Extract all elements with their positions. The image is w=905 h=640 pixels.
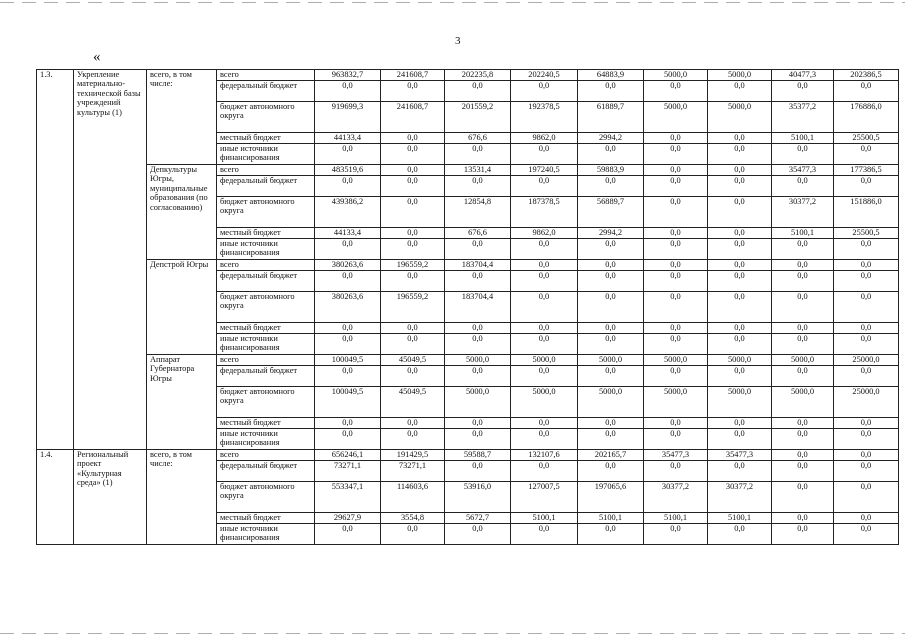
amount-cell: 35477,3: [708, 450, 772, 461]
amount-cell: 0,0: [644, 81, 708, 102]
amount-cell: 0,0: [381, 228, 445, 239]
amount-cell: 25500,5: [834, 133, 899, 144]
amount-cell: 0,0: [834, 418, 899, 429]
amount-cell: 0,0: [381, 418, 445, 429]
amount-cell: 0,0: [644, 133, 708, 144]
amount-cell: 176886,0: [834, 102, 899, 133]
amount-cell: 0,0: [445, 524, 511, 545]
amount-cell: 0,0: [445, 366, 511, 387]
amount-cell: 0,0: [708, 366, 772, 387]
table-body: [37, 70, 899, 545]
amount-cell: 0,0: [772, 144, 834, 165]
amount-cell: 0,0: [578, 334, 644, 355]
amount-cell: 0,0: [511, 418, 578, 429]
section-number: 1.3.: [37, 70, 74, 450]
executor-name: Депстрой Югры: [147, 260, 217, 355]
amount-cell: 0,0: [381, 144, 445, 165]
funding-source: местный бюджет: [217, 133, 315, 144]
amount-cell: 0,0: [445, 239, 511, 260]
amount-cell: 5000,0: [644, 102, 708, 133]
amount-cell: 0,0: [644, 323, 708, 334]
amount-cell: 9862,0: [511, 228, 578, 239]
amount-cell: 0,0: [644, 271, 708, 292]
amount-cell: 59883,9: [578, 165, 644, 176]
amount-cell: 5100,1: [772, 133, 834, 144]
amount-cell: 0,0: [708, 323, 772, 334]
amount-cell: 0,0: [708, 176, 772, 197]
amount-cell: 151886,0: [834, 197, 899, 228]
amount-cell: 0,0: [578, 271, 644, 292]
section-name: Региональный проект «Культурная среда» (1): [74, 450, 147, 545]
amount-cell: 0,0: [772, 366, 834, 387]
amount-cell: 0,0: [834, 366, 899, 387]
scan-edge-bottom: [0, 633, 905, 634]
amount-cell: 0,0: [445, 429, 511, 450]
amount-cell: 439386,2: [315, 197, 381, 228]
amount-cell: 0,0: [315, 429, 381, 450]
amount-cell: 0,0: [315, 334, 381, 355]
amount-cell: 73271,1: [381, 461, 445, 482]
amount-cell: 0,0: [644, 197, 708, 228]
amount-cell: 0,0: [772, 524, 834, 545]
amount-cell: 0,0: [578, 239, 644, 260]
funding-source: иные источники финансирования: [217, 144, 315, 165]
amount-cell: 35377,2: [772, 102, 834, 133]
amount-cell: 241608,7: [381, 102, 445, 133]
amount-cell: 0,0: [511, 292, 578, 323]
amount-cell: 0,0: [445, 271, 511, 292]
amount-cell: 196559,2: [381, 260, 445, 271]
amount-cell: 202165,7: [578, 450, 644, 461]
amount-cell: 0,0: [644, 228, 708, 239]
amount-cell: 0,0: [708, 81, 772, 102]
amount-cell: 100049,5: [315, 387, 381, 418]
amount-cell: 45049,5: [381, 355, 445, 366]
funding-source: иные источники финансирования: [217, 429, 315, 450]
amount-cell: 44133,4: [315, 133, 381, 144]
amount-cell: 127007,5: [511, 482, 578, 513]
amount-cell: 0,0: [445, 334, 511, 355]
amount-cell: 0,0: [578, 461, 644, 482]
amount-cell: 0,0: [708, 165, 772, 176]
amount-cell: 0,0: [578, 81, 644, 102]
amount-cell: 241608,7: [381, 70, 445, 81]
amount-cell: 30377,2: [772, 197, 834, 228]
amount-cell: 0,0: [511, 366, 578, 387]
amount-cell: 0,0: [315, 81, 381, 102]
amount-cell: 0,0: [578, 366, 644, 387]
amount-cell: 0,0: [381, 81, 445, 102]
table-row: [37, 355, 899, 366]
amount-cell: 0,0: [578, 323, 644, 334]
amount-cell: 0,0: [708, 429, 772, 450]
amount-cell: 0,0: [834, 239, 899, 260]
funding-source: федеральный бюджет: [217, 81, 315, 102]
amount-cell: 177386,5: [834, 165, 899, 176]
amount-cell: 963832,7: [315, 70, 381, 81]
amount-cell: 0,0: [578, 144, 644, 165]
amount-cell: 0,0: [644, 165, 708, 176]
amount-cell: 0,0: [708, 524, 772, 545]
funding-source: федеральный бюджет: [217, 271, 315, 292]
amount-cell: 0,0: [834, 81, 899, 102]
amount-cell: 0,0: [834, 260, 899, 271]
amount-cell: 0,0: [772, 418, 834, 429]
amount-cell: 30377,2: [644, 482, 708, 513]
amount-cell: 100049,5: [315, 355, 381, 366]
amount-cell: 5000,0: [578, 387, 644, 418]
amount-cell: 5000,0: [511, 387, 578, 418]
amount-cell: 5000,0: [708, 70, 772, 81]
amount-cell: 30377,2: [708, 482, 772, 513]
amount-cell: 0,0: [644, 334, 708, 355]
amount-cell: 0,0: [834, 461, 899, 482]
amount-cell: 5000,0: [445, 355, 511, 366]
amount-cell: 45049,5: [381, 387, 445, 418]
amount-cell: 5000,0: [511, 355, 578, 366]
amount-cell: 5000,0: [708, 102, 772, 133]
executor-name: Аппарат Губернатора Югры: [147, 355, 217, 450]
amount-cell: 553347,1: [315, 482, 381, 513]
amount-cell: 0,0: [445, 144, 511, 165]
amount-cell: 0,0: [644, 260, 708, 271]
amount-cell: 202235,8: [445, 70, 511, 81]
amount-cell: 0,0: [708, 239, 772, 260]
table-row: [37, 70, 899, 81]
amount-cell: 0,0: [834, 482, 899, 513]
amount-cell: 0,0: [315, 239, 381, 260]
amount-cell: 0,0: [772, 450, 834, 461]
amount-cell: 5100,1: [772, 228, 834, 239]
amount-cell: 5000,0: [644, 70, 708, 81]
amount-cell: 3554,8: [381, 513, 445, 524]
funding-source: бюджет автономного округа: [217, 197, 315, 228]
amount-cell: 187378,5: [511, 197, 578, 228]
amount-cell: 201559,2: [445, 102, 511, 133]
amount-cell: 656246,1: [315, 450, 381, 461]
amount-cell: 25500,5: [834, 228, 899, 239]
funding-source: федеральный бюджет: [217, 461, 315, 482]
amount-cell: 676,6: [445, 133, 511, 144]
amount-cell: 0,0: [834, 513, 899, 524]
funding-source: бюджет автономного округа: [217, 102, 315, 133]
funding-source: всего: [217, 260, 315, 271]
amount-cell: 0,0: [708, 197, 772, 228]
amount-cell: 0,0: [511, 461, 578, 482]
amount-cell: 0,0: [708, 418, 772, 429]
amount-cell: 0,0: [772, 482, 834, 513]
amount-cell: 183704,4: [445, 292, 511, 323]
amount-cell: 0,0: [772, 513, 834, 524]
amount-cell: 0,0: [315, 418, 381, 429]
funding-source: всего: [217, 450, 315, 461]
funding-source: местный бюджет: [217, 418, 315, 429]
executor-name: всего, в том числе:: [147, 450, 217, 545]
amount-cell: 0,0: [772, 334, 834, 355]
amount-cell: 0,0: [708, 260, 772, 271]
section-number: 1.4.: [37, 450, 74, 545]
amount-cell: 0,0: [578, 418, 644, 429]
amount-cell: 0,0: [511, 524, 578, 545]
amount-cell: 0,0: [644, 524, 708, 545]
opening-quote-mark: «: [93, 49, 101, 65]
amount-cell: 0,0: [772, 323, 834, 334]
page-number: 3: [455, 35, 461, 47]
funding-source: федеральный бюджет: [217, 176, 315, 197]
scan-edge-top: [0, 2, 905, 3]
amount-cell: 0,0: [578, 429, 644, 450]
amount-cell: 183704,4: [445, 260, 511, 271]
amount-cell: 0,0: [511, 144, 578, 165]
amount-cell: 197065,6: [578, 482, 644, 513]
amount-cell: 0,0: [381, 323, 445, 334]
amount-cell: 0,0: [644, 292, 708, 323]
amount-cell: 0,0: [381, 165, 445, 176]
amount-cell: 53916,0: [445, 482, 511, 513]
funding-source: всего: [217, 165, 315, 176]
amount-cell: 114603,6: [381, 482, 445, 513]
amount-cell: 0,0: [772, 176, 834, 197]
amount-cell: 483519,6: [315, 165, 381, 176]
amount-cell: 0,0: [578, 260, 644, 271]
amount-cell: 0,0: [708, 461, 772, 482]
amount-cell: 0,0: [381, 524, 445, 545]
amount-cell: 5000,0: [708, 355, 772, 366]
amount-cell: 0,0: [445, 176, 511, 197]
amount-cell: 0,0: [445, 81, 511, 102]
amount-cell: 64883,9: [578, 70, 644, 81]
amount-cell: 0,0: [578, 292, 644, 323]
amount-cell: 0,0: [772, 239, 834, 260]
amount-cell: 0,0: [644, 144, 708, 165]
amount-cell: 29627,9: [315, 513, 381, 524]
amount-cell: 61889,7: [578, 102, 644, 133]
amount-cell: 0,0: [445, 323, 511, 334]
amount-cell: 919699,3: [315, 102, 381, 133]
amount-cell: 5100,1: [578, 513, 644, 524]
amount-cell: 0,0: [381, 133, 445, 144]
amount-cell: 0,0: [834, 271, 899, 292]
amount-cell: 380263,6: [315, 292, 381, 323]
amount-cell: 0,0: [511, 334, 578, 355]
amount-cell: 0,0: [708, 133, 772, 144]
amount-cell: 0,0: [381, 239, 445, 260]
amount-cell: 191429,5: [381, 450, 445, 461]
amount-cell: 44133,4: [315, 228, 381, 239]
amount-cell: 0,0: [834, 429, 899, 450]
amount-cell: 192378,5: [511, 102, 578, 133]
amount-cell: 0,0: [511, 260, 578, 271]
amount-cell: 0,0: [381, 197, 445, 228]
amount-cell: 0,0: [708, 144, 772, 165]
amount-cell: 0,0: [644, 239, 708, 260]
amount-cell: 0,0: [772, 271, 834, 292]
amount-cell: 59588,7: [445, 450, 511, 461]
amount-cell: 0,0: [511, 323, 578, 334]
financing-table: [36, 69, 899, 545]
amount-cell: 202240,5: [511, 70, 578, 81]
amount-cell: 0,0: [708, 271, 772, 292]
amount-cell: 5000,0: [445, 387, 511, 418]
amount-cell: 0,0: [834, 334, 899, 355]
amount-cell: 0,0: [381, 429, 445, 450]
amount-cell: 0,0: [511, 176, 578, 197]
amount-cell: 35477,3: [772, 165, 834, 176]
amount-cell: 0,0: [315, 323, 381, 334]
amount-cell: 0,0: [644, 429, 708, 450]
amount-cell: 25000,0: [834, 355, 899, 366]
executor-name: Депкультуры Югры, муниципальные образования (по согласованию): [147, 165, 217, 260]
amount-cell: 0,0: [772, 429, 834, 450]
amount-cell: 5672,7: [445, 513, 511, 524]
funding-source: бюджет автономного округа: [217, 482, 315, 513]
amount-cell: 0,0: [315, 176, 381, 197]
amount-cell: 5000,0: [708, 387, 772, 418]
funding-source: иные источники финансирования: [217, 334, 315, 355]
amount-cell: 0,0: [315, 144, 381, 165]
amount-cell: 13531,4: [445, 165, 511, 176]
table-row: [37, 450, 899, 461]
amount-cell: 0,0: [772, 461, 834, 482]
amount-cell: 0,0: [578, 176, 644, 197]
amount-cell: 0,0: [834, 450, 899, 461]
amount-cell: 676,6: [445, 228, 511, 239]
amount-cell: 35477,3: [644, 450, 708, 461]
amount-cell: 0,0: [511, 271, 578, 292]
amount-cell: 0,0: [644, 461, 708, 482]
amount-cell: 0,0: [445, 418, 511, 429]
executor-name: всего, в том числе:: [147, 70, 217, 165]
funding-source: иные источники финансирования: [217, 239, 315, 260]
funding-source: местный бюджет: [217, 228, 315, 239]
amount-cell: 5000,0: [578, 355, 644, 366]
amount-cell: 0,0: [315, 366, 381, 387]
funding-source: иные источники финансирования: [217, 524, 315, 545]
section-name: Укрепление материально-технической базы учреждений культуры (1): [74, 70, 147, 450]
amount-cell: 5000,0: [772, 387, 834, 418]
amount-cell: 5100,1: [511, 513, 578, 524]
amount-cell: 0,0: [445, 461, 511, 482]
amount-cell: 0,0: [381, 366, 445, 387]
funding-source: местный бюджет: [217, 323, 315, 334]
amount-cell: 2994,2: [578, 228, 644, 239]
amount-cell: 0,0: [834, 176, 899, 197]
funding-source: бюджет автономного округа: [217, 292, 315, 323]
table-row: [37, 165, 899, 176]
amount-cell: 0,0: [708, 334, 772, 355]
amount-cell: 5000,0: [644, 355, 708, 366]
funding-source: всего: [217, 70, 315, 81]
amount-cell: 380263,6: [315, 260, 381, 271]
amount-cell: 0,0: [644, 418, 708, 429]
amount-cell: 0,0: [644, 176, 708, 197]
table-row: [37, 260, 899, 271]
amount-cell: 0,0: [772, 81, 834, 102]
amount-cell: 5100,1: [644, 513, 708, 524]
amount-cell: 5000,0: [644, 387, 708, 418]
amount-cell: 2994,2: [578, 133, 644, 144]
funding-source: всего: [217, 355, 315, 366]
amount-cell: 5000,0: [772, 355, 834, 366]
amount-cell: 0,0: [511, 239, 578, 260]
funding-source: местный бюджет: [217, 513, 315, 524]
amount-cell: 0,0: [511, 81, 578, 102]
amount-cell: 0,0: [578, 524, 644, 545]
amount-cell: 202386,5: [834, 70, 899, 81]
amount-cell: 40477,3: [772, 70, 834, 81]
amount-cell: 12854,8: [445, 197, 511, 228]
amount-cell: 197240,5: [511, 165, 578, 176]
funding-source: бюджет автономного округа: [217, 387, 315, 418]
amount-cell: 0,0: [511, 429, 578, 450]
amount-cell: 0,0: [834, 524, 899, 545]
amount-cell: 0,0: [834, 292, 899, 323]
amount-cell: 0,0: [708, 228, 772, 239]
amount-cell: 9862,0: [511, 133, 578, 144]
amount-cell: 56889,7: [578, 197, 644, 228]
amount-cell: 0,0: [315, 271, 381, 292]
amount-cell: 25000,0: [834, 387, 899, 418]
amount-cell: 5100,1: [708, 513, 772, 524]
amount-cell: 196559,2: [381, 292, 445, 323]
amount-cell: 0,0: [772, 260, 834, 271]
amount-cell: 0,0: [315, 524, 381, 545]
amount-cell: 0,0: [381, 271, 445, 292]
amount-cell: 0,0: [644, 366, 708, 387]
amount-cell: 0,0: [772, 292, 834, 323]
amount-cell: 0,0: [381, 176, 445, 197]
amount-cell: 132107,6: [511, 450, 578, 461]
funding-source: федеральный бюджет: [217, 366, 315, 387]
amount-cell: 73271,1: [315, 461, 381, 482]
amount-cell: 0,0: [708, 292, 772, 323]
amount-cell: 0,0: [381, 334, 445, 355]
amount-cell: 0,0: [834, 323, 899, 334]
amount-cell: 0,0: [834, 144, 899, 165]
